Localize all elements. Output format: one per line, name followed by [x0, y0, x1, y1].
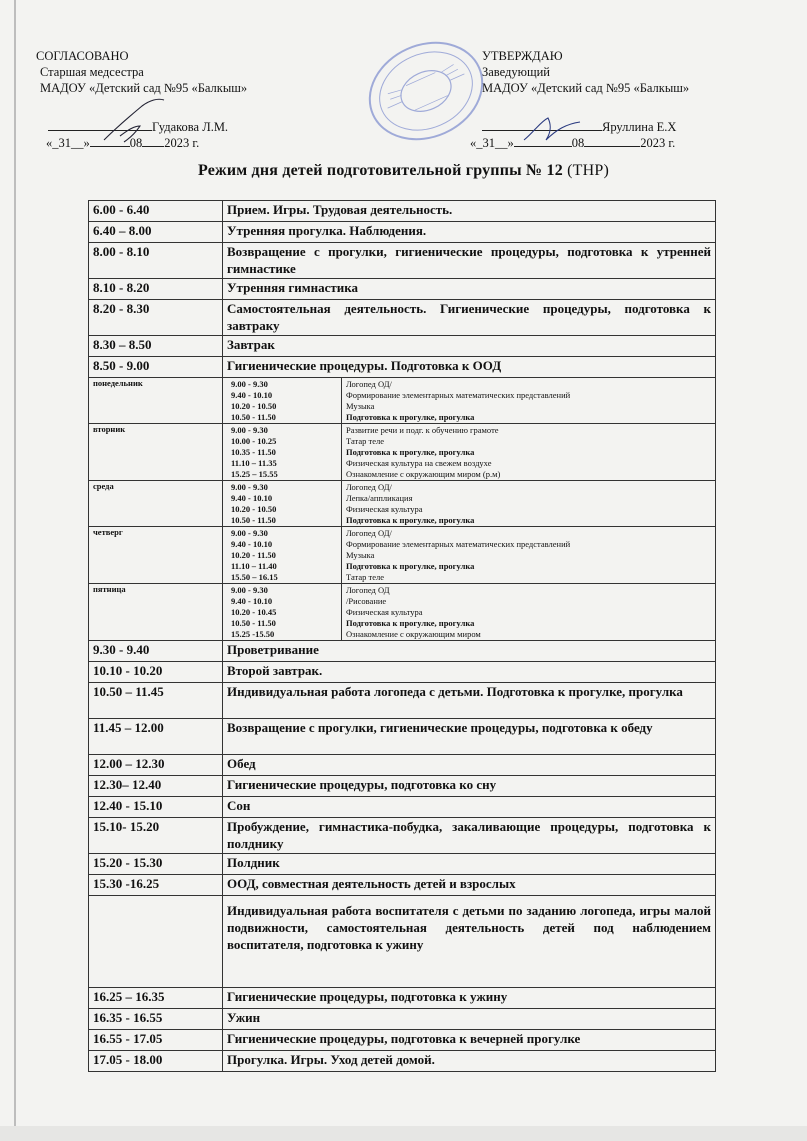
table-row: [89, 641, 716, 662]
activity-cell: Индивидуальная работа логопеда с детьми. Подготовка к прогулке, прогулка: [223, 683, 716, 719]
approval-position-left: Старшая медсестра: [40, 65, 144, 79]
page-title: [0, 162, 807, 180]
table-row: [89, 896, 716, 988]
day-sessions: [223, 424, 716, 481]
day-row-friday: [89, 584, 716, 641]
session-time: 9.00 - 9.30: [231, 425, 268, 435]
time-cell: 12.40 - 15.10: [89, 797, 223, 818]
day-name: среда: [89, 481, 223, 527]
session-time: 10.00 - 10.25: [231, 436, 277, 446]
table-row: [89, 719, 716, 755]
session-time: 15.50 – 16.15: [231, 572, 278, 582]
session-time: 10.20 - 10.50: [231, 504, 277, 514]
activity-cell: Прогулка. Игры. Уход детей домой.: [223, 1051, 716, 1072]
signature-right-icon: [520, 112, 590, 146]
session-time: 15.25 – 15.55: [231, 469, 278, 479]
session-time: 9.00 - 9.30: [231, 585, 268, 595]
day-name: четверг: [89, 527, 223, 584]
title-suffix: (ТНР): [567, 162, 610, 179]
activity-cell: Возвращение с прогулки, гигиенические процедуры, подготовка к обеду: [223, 719, 716, 755]
table-row: [89, 988, 716, 1009]
table-row: [89, 222, 716, 243]
time-cell: [89, 896, 223, 988]
session-activity: Музыка: [346, 401, 375, 411]
activity-cell: Гигиенические процедуры, подготовка ко сну: [223, 776, 716, 797]
table-row: [89, 662, 716, 683]
session-times: [227, 481, 342, 526]
day-sessions: [223, 481, 716, 527]
date-month-left: 08: [129, 136, 143, 150]
session-times: [227, 527, 342, 583]
session-activity: Татар теле: [346, 572, 385, 582]
day-sessions: [223, 584, 716, 641]
table-row: [89, 875, 716, 896]
table-row: [89, 818, 716, 854]
date-month-right: 08: [571, 136, 585, 150]
table-row: [89, 243, 716, 279]
time-cell: 8.00 - 8.10: [89, 243, 223, 279]
activity-cell: Проветривание: [223, 641, 716, 662]
activity-cell: Сон: [223, 797, 716, 818]
table-row: [89, 1051, 716, 1072]
session-activities: [342, 424, 711, 480]
time-cell: 6.40 – 8.00: [89, 222, 223, 243]
session-activity: Логопед ОД/: [346, 528, 392, 538]
activity-cell: Прием. Игры. Трудовая деятельность.: [223, 201, 716, 222]
table-row: [89, 300, 716, 336]
activity-cell: Ужин: [223, 1009, 716, 1030]
time-cell: 15.20 - 15.30: [89, 854, 223, 875]
official-stamp-icon: [360, 40, 492, 142]
activity-cell: Завтрак: [223, 336, 716, 357]
table-row: [89, 776, 716, 797]
activity-cell: ООД, совместная деятельность детей и взрослых: [223, 875, 716, 896]
session-activity: Подготовка к прогулке, прогулка: [346, 515, 475, 525]
approval-block-left: [36, 48, 247, 96]
activity-cell: Гигиенические процедуры, подготовка к вечерней прогулке: [223, 1030, 716, 1051]
time-cell: 11.45 – 12.00: [89, 719, 223, 755]
session-activity: Физическая культура: [346, 504, 423, 514]
session-time: 9.00 - 9.30: [231, 379, 268, 389]
approval-org-right: МАДОУ «Детский сад №95 «Балкыш»: [482, 81, 690, 95]
session-activity: Физическая культура на свежем воздухе: [346, 458, 492, 468]
time-cell: 16.35 - 16.55: [89, 1009, 223, 1030]
session-activity: Ознакомление с окружающим миром: [346, 629, 481, 639]
time-cell: 17.05 - 18.00: [89, 1051, 223, 1072]
time-cell: 15.10- 15.20: [89, 818, 223, 854]
day-name: понедельник: [89, 378, 223, 424]
session-times: [227, 584, 342, 640]
activity-cell: Утренняя прогулка. Наблюдения.: [223, 222, 716, 243]
table-row: [89, 1009, 716, 1030]
time-cell: 8.10 - 8.20: [89, 279, 223, 300]
day-row-tuesday: [89, 424, 716, 481]
table-row: [89, 201, 716, 222]
activity-cell: Возвращение с прогулки, гигиенические процедуры, подготовка к утренней гимнастике: [223, 243, 716, 279]
time-cell: 10.50 – 11.45: [89, 683, 223, 719]
session-activity: Подготовка к прогулке, прогулка: [346, 412, 475, 422]
time-cell: 8.50 - 9.00: [89, 357, 223, 378]
time-cell: 6.00 - 6.40: [89, 201, 223, 222]
session-activity: Подготовка к прогулке, прогулка: [346, 447, 475, 457]
session-time: 10.50 - 11.50: [231, 618, 276, 628]
session-activity: Татар теле: [346, 436, 385, 446]
table-row: [89, 683, 716, 719]
session-activity: /Рисование: [346, 596, 387, 606]
session-activities: [342, 378, 711, 423]
session-activity: Музыка: [346, 550, 375, 560]
day-sessions: [223, 378, 716, 424]
date-year-right: 2023 г.: [640, 136, 676, 150]
table-row: [89, 336, 716, 357]
session-time: 9.40 - 10.10: [231, 539, 273, 549]
approval-name-right: Яруллина Е.Х: [602, 120, 677, 134]
session-times: [227, 378, 342, 423]
session-activity: Логопед ОД/: [346, 482, 392, 492]
session-time: 15.25 -15.50: [231, 629, 275, 639]
session-time: 10.35 - 11.50: [231, 447, 276, 457]
session-activity: Лепка/аппликация: [346, 493, 413, 503]
activity-cell: Второй завтрак.: [223, 662, 716, 683]
scan-edge-bottom: [0, 1126, 807, 1141]
session-time: 10.20 - 10.50: [231, 401, 277, 411]
session-activities: [342, 481, 711, 526]
time-cell: 8.20 - 8.30: [89, 300, 223, 336]
session-activity: Развитие речи и подг. к обучению грамоте: [346, 425, 499, 435]
session-time: 11.10 – 11.35: [231, 458, 277, 468]
session-time: 9.00 - 9.30: [231, 528, 268, 538]
activity-cell: Пробуждение, гимнастика-побудка, закаливающие процедуры, подготовка к полднику: [223, 818, 716, 854]
activity-cell: Гигиенические процедуры, подготовка к ужину: [223, 988, 716, 1009]
day-row-wednesday: [89, 481, 716, 527]
session-time: 10.50 - 11.50: [231, 412, 276, 422]
approval-position-right: Заведующий: [482, 65, 550, 79]
day-row-thursday: [89, 527, 716, 584]
session-activity: Физическая культура: [346, 607, 423, 617]
activity-cell: Полдник: [223, 854, 716, 875]
session-activity: Логопед ОД/: [346, 379, 392, 389]
activity-cell: Самостоятельная деятельность. Гигиенические процедуры, подготовка к завтраку: [223, 300, 716, 336]
activity-cell: Утренняя гимнастика: [223, 279, 716, 300]
approval-heading-right: УТВЕРЖДАЮ: [482, 49, 563, 63]
time-cell: 9.30 - 9.40: [89, 641, 223, 662]
table-row: [89, 755, 716, 776]
session-time: 9.40 - 10.10: [231, 596, 273, 606]
session-time: 9.00 - 9.30: [231, 482, 268, 492]
session-activity: Формирование элементарных математических представлений: [346, 539, 571, 549]
time-cell: 8.30 – 8.50: [89, 336, 223, 357]
day-name: пятница: [89, 584, 223, 641]
date-year-left: 2023 г.: [164, 136, 200, 150]
table-row: [89, 279, 716, 300]
session-time: 10.20 - 10.45: [231, 607, 277, 617]
session-time: 9.40 - 10.10: [231, 493, 273, 503]
session-time: 10.50 - 11.50: [231, 515, 276, 525]
session-activity: Подготовка к прогулке, прогулка: [346, 618, 475, 628]
table-row: [89, 357, 716, 378]
session-activity: Подготовка к прогулке, прогулка: [346, 561, 475, 571]
activity-cell: Индивидуальная работа воспитателя с детьми по заданию логопеда, игры малой подвижности, самостоятельная деятельность детей под наблюдением воспитателя, подготовка к ужину: [223, 896, 716, 988]
time-cell: 16.25 – 16.35: [89, 988, 223, 1009]
signature-left-icon: [100, 96, 170, 146]
session-activity: Логопед ОД: [346, 585, 390, 595]
time-cell: 12.30– 12.40: [89, 776, 223, 797]
session-time: 11.10 – 11.40: [231, 561, 277, 571]
time-cell: 15.30 -16.25: [89, 875, 223, 896]
date-day-right: «_31__»: [470, 136, 514, 150]
session-activities: [342, 584, 711, 640]
session-activities: [342, 527, 711, 583]
session-time: 10.20 - 11.50: [231, 550, 276, 560]
time-cell: 10.10 - 10.20: [89, 662, 223, 683]
day-sessions: [223, 527, 716, 584]
activity-cell: Обед: [223, 755, 716, 776]
approval-block-right: [470, 48, 689, 96]
day-row-monday: [89, 378, 716, 424]
time-cell: 16.55 - 17.05: [89, 1030, 223, 1051]
session-times: [227, 424, 342, 480]
activity-cell: Гигиенические процедуры. Подготовка к ООД: [223, 357, 716, 378]
schedule-table: [88, 200, 716, 1072]
date-day-left: «_31__»: [46, 136, 90, 150]
table-row: [89, 797, 716, 818]
time-cell: 12.00 – 12.30: [89, 755, 223, 776]
table-row: [89, 854, 716, 875]
approval-name-left: Гудакова Л.М.: [152, 120, 229, 134]
approval-heading-left: СОГЛАСОВАНО: [36, 49, 129, 63]
session-activity: Ознакомление с окружающим миром (р.м): [346, 469, 501, 479]
table-row: [89, 1030, 716, 1051]
session-activity: Формирование элементарных математических представлений: [346, 390, 571, 400]
approval-org-left: МАДОУ «Детский сад №95 «Балкыш»: [40, 81, 248, 95]
day-name: вторник: [89, 424, 223, 481]
session-time: 9.40 - 10.10: [231, 390, 273, 400]
title-main: Режим дня детей подготовительной группы № 12: [197, 162, 563, 179]
